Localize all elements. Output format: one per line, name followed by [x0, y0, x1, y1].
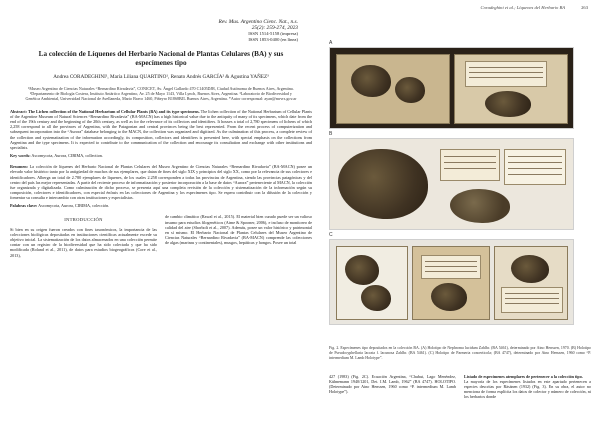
article-authors: Andrea CORADEGHINI¹, María Liliana QUARTINO¹, Renato Andrés GARCÍA² & Agustina YAÑEZ³ [53, 74, 269, 81]
label-line [444, 156, 496, 157]
herbarium-sheet [494, 246, 568, 320]
right-column-2-heading: Listado de especímenes atemplares de pertenecer a la colección tipo. [464, 374, 583, 379]
photo-panel-a [329, 47, 574, 129]
label-line [425, 266, 477, 267]
resumen [10, 164, 312, 200]
journal-volume: 25(2): 259-274, 2023 [251, 24, 298, 31]
label-line [505, 303, 559, 304]
lichen-specimen [511, 255, 549, 283]
lichen-specimen [485, 91, 531, 117]
keywords-text: Ascomycota, Aurora, CIBIMA, collection. [31, 153, 103, 159]
journal-info [10, 20, 312, 42]
running-head-title: Coradeghini et al.; Líquenes del Herbario BA [480, 5, 566, 10]
panel-label-a: A [329, 40, 333, 46]
figure-caption: Fig. 2. Especímenes tipo depositados en la colección BA. (A) Holotipo de Nephroma lucidum Zahlbr. (BA 5461), determinado por Aino Henssen, 1970. (B) Holotipo de Pseudocyphellaria lacrata f. lacunosa Zahlbr. (BA 5461). (C) Holotipo de Parmeria concerticola; (BA 4747), determinado por Aino Henssen, 1960 como “P. intermedium M. Lamb Holotype”. [329, 346, 591, 360]
keywords-label: Key words: [10, 153, 31, 159]
issn-online: ISSN 1853-0400 (en línea) [248, 36, 298, 42]
label-line [508, 162, 562, 163]
lichen-specimen [431, 283, 467, 311]
panel-label-b: B [329, 131, 333, 137]
herbarium-sheet [412, 246, 490, 320]
intro-column-2 [165, 214, 312, 257]
photo-panel-b [329, 138, 574, 230]
specimen-label [465, 61, 547, 87]
intro-text-1: Si bien en su origen fueron creados con fines taxonómicos, la importancia de las colecciones biológicas depositadas en instituciones científicas actualmente excede su objetivo inicial. La sistematización de los datos almacenados en una colección permite contar con un registro de la biodiversidad que ha sido colectada y que ha sido modificada (Roland et al., 2011), de datos para estudios biogeográficos (Core et al., 2013), [10, 226, 157, 258]
label-line [469, 67, 543, 68]
label-line [469, 77, 543, 78]
lichen-specimen [395, 77, 425, 103]
palabras-clave-text: Ascomycota, Aurora, CIBIMA, colección. [38, 203, 110, 209]
running-head [288, 5, 588, 10]
panel-label-c: C [329, 232, 333, 238]
right-column-1: 427 (1983) (Fig. 2C). Ecuación Argentina, “Chubut, Lago Menéndez, Kühnemann 1940/1201, Det. I.M. Lamb, 1962” (BA 4747). HOLOTIPO. (Determinado por Aino Henssen, 1960 como “P. intermedium M. Lamb Holotype”). [329, 374, 456, 395]
abstract-heading: Abstract: The Lichen collection of the National Herbarium of Cellular Plants (BA) and its type specimens. [10, 108, 200, 114]
keywords [10, 153, 312, 158]
intro-columns [10, 214, 312, 257]
right-columns [329, 374, 591, 399]
figure-2 [329, 40, 573, 325]
label-line [505, 298, 559, 299]
label-line [444, 162, 496, 163]
right-column-2-body: La mayoría de los especímenes listados en este apartado pertenecen a especies descritas por Räsänen (1932) (Fig. 3). En su obra, el autor no menciona de forma explícita los datos de colector y número de colección, ni los herbarios donde [464, 379, 591, 400]
issn-print: ISSN 1514-5158 (impresa) [248, 31, 298, 37]
resumen-body: La colección de líquenes del Herbario Nacional de Plantas Celulares del Museo Argentino de Ciencias Naturales “Bernardino Rivadavia” (BA-MACN) posee un elevado valor histórico tanto por la antigüedad de muchos de sus ejemplares, que datan de fines del siglo XIX y principios del siglo XX, como por la relevancia de sus colectores e identificadores. Alberga un total de 2.780 ejemplares de líquenes, de los cuales 2.258 corresponden a todas las provincias de Argentina, siendo las provincias patagónicas y del centro del país las mejor representadas. A partir del reciente proceso de informatización y posterior incorporación a la base de datos “Aurora” perteneciente al MACN, la colección fue organizada y digitalizada. Como culminación de dicho proceso, se presenta aquí una completa revisión de la colección y sistematización de la información según su composición, colectores e identificadores, con especial énfasis en las colecciones de Argentina y los especímenes tipo. Se espera contribuir con la difusión de la colección y fomentar su consulta e intercambio con otras instituciones y especialistas. [10, 164, 313, 201]
herbarium-sheet [336, 246, 408, 320]
abstract-body: The lichen collection of the National Herbarium of Cellular Plants of the Argentine Museum of Natural Sciences “Bernardino Rivadavia” (BA-MACN) has a high historical value due to the antiquity of many of its specimens, which date from the end of the 19th century and the beginning of the 20th century, as well as for the relevance of its collectors and identifiers. It houses a total of 2,780 specimens of lichens of which 2,258 correspond to all the provinces of Argentina, with the Patagonian and central provinces being the best represented. From the recent process of computerization and subsequent incorporation into the “Aurora” database belonging to the MACN, the collection was organized and digitized. As the culmination of this process, a complete review of the collection and systematization of the information accordingly, its composition, collectors and identifiers is presented here, with special emphasis on the collections from Argentina and the type specimens. It is expected to contribute to the communication of the collection and encourage its consultation and exchange with other institutions and specialists. [10, 108, 312, 150]
lichen-specimen [450, 189, 510, 223]
label-line [425, 261, 477, 262]
specimen-label [440, 149, 500, 181]
intro-heading: INTRODUCCIÓN [64, 217, 103, 223]
intro-column-1 [10, 214, 157, 257]
label-line [508, 174, 562, 175]
author-affiliations: ¹Museo Argentino de Ciencias Naturales “Bernardino Rivadavia”, CONICET, Av. Ángel Gallardo 470 C1405DJR, Ciudad Autónoma de Buenos Aires, Argentina. ²Departamento de Biología Costera, Instituto Antártico Argentino, Av. 25 de Mayo 1143, Villa Lynch, Buenos Aires, Argentina. ³Laboratorio de Biodiversidad y Genética Ambiental, Universidad Nacional de Avellaneda, Mario Bravo 1460, Piñeyro B1868BJL Buenos Aires, Argentina. *Autor corresponsal: ayan@mrvrs.gov.ar [25, 85, 297, 101]
specimen-label [504, 149, 566, 185]
abstract [10, 109, 312, 150]
left-column [10, 20, 312, 258]
herbarium-sheet [336, 54, 450, 124]
intro-text-2: de cambio climático (Rawal et al., 2015). El material bien curado puede ser un valioso insumo para estudios filogenéticos (Aime & Spooner, 2006), e incluso de monitoreo de calidad del aire (Shorbolt et al., 2007). Además, posee un valor histórico y patrimonial en sí mismo. El Herbario Nacional de Plantas Celulares del Museo Argentino de Ciencias Naturales “Bernardino Rivadavia” (BA-MACN) comprende las colecciones de algas (marinas y continentales), musgos, hepáticas y hongos. Posee un total [165, 214, 312, 246]
palabras-clave-label: Palabras clave: [10, 203, 38, 209]
label-line [444, 168, 496, 169]
resumen-label: Resumen: [10, 164, 28, 170]
herbarium-sheet [454, 54, 568, 124]
specimen-label [421, 255, 481, 279]
journal-name: Rev. Mus. Argentino Cienc. Nat., n.s. [218, 19, 298, 25]
right-column-2 [464, 374, 591, 399]
page-number: 263 [581, 5, 588, 10]
lichen-specimen [345, 255, 379, 285]
specimen-label [501, 287, 563, 313]
label-line [425, 271, 477, 272]
label-line [505, 293, 559, 294]
label-line [469, 72, 543, 73]
label-line [508, 156, 562, 157]
lichen-specimen [351, 65, 391, 97]
palabras-clave [10, 203, 312, 208]
lichen-specimen [338, 149, 428, 219]
article-title: La colección de Líquenes del Herbario Nacional de Plantas Celulares (BA) y sus especímenes tipo [38, 50, 284, 68]
photo-panel-c [329, 239, 574, 325]
label-line [508, 168, 562, 169]
lichen-specimen [361, 285, 391, 311]
